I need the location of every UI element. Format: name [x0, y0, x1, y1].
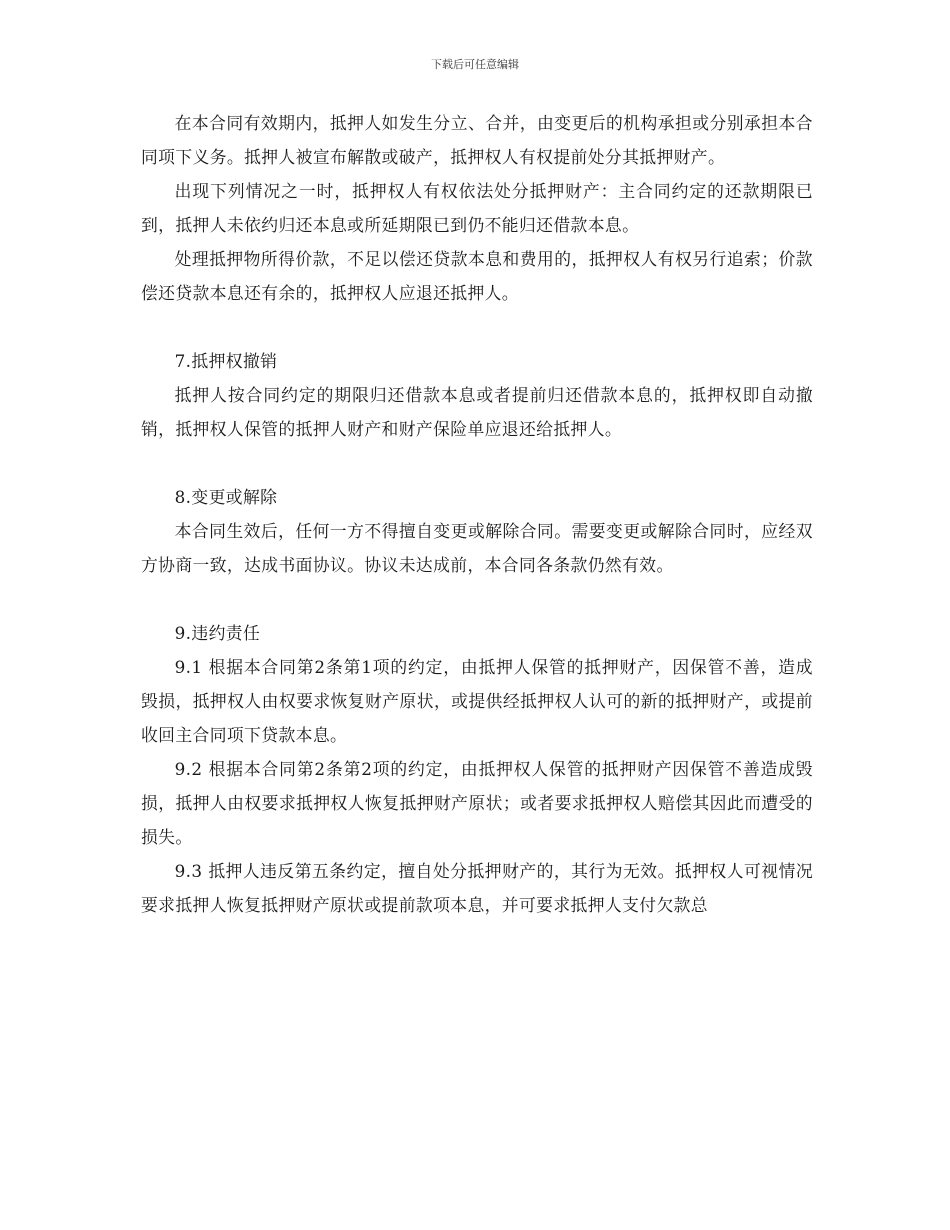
- paragraph-disposal-conditions: 出现下列情况之一时，抵押权人有权依法处分抵押财产：主合同约定的还款期限已到，抵押人未依约归还本息或所延期限已到仍不能归还借款本息。: [141, 181, 813, 235]
- paragraph-mortgage-revocation: 抵押人按合同约定的期限归还借款本息或者提前归还借款本息的，抵押权即自动撤销，抵押权人保管的抵押人财产和财产保险单应退还给抵押人。: [141, 385, 813, 439]
- paragraph-change-termination: 本合同生效后，任何一方不得擅自变更或解除合同。需要变更或解除合同时，应经双方协商一致，达成书面协议。协议未达成前，本合同各条款仍然有效。: [141, 521, 813, 575]
- paragraph-clause-9-2: 9.2 根据本合同第2条第2项的约定，由抵押权人保管的抵押财产因保管不善造成毁损，抵押人由权要求抵押权人恢复抵押财产原状；或者要求抵押权人赔偿其因此而遭受的损失。: [141, 759, 813, 847]
- paragraph-merger-dissolution: 在本合同有效期内，抵押人如发生分立、合并，由变更后的机构承担或分别承担本合同项下义务。抵押人被宣布解散或破产，抵押权人有权提前处分其抵押财产。: [141, 113, 813, 167]
- section-heading-9: 9.违约责任: [174, 623, 261, 643]
- paragraph-clause-9-3: 9.3 抵押人违反第五条约定，擅自处分抵押财产的，其行为无效。抵押权人可视情况要求抵押人恢复抵押财产原状或提前款项本息，并可要求抵押人支付欠款总: [141, 861, 813, 915]
- document-body: [141, 106, 813, 922]
- section-heading-7: 7.抵押权撤销: [174, 351, 278, 371]
- section-heading-8: 8.变更或解除: [174, 487, 278, 507]
- paragraph-clause-9-1: 9.1 根据本合同第2条第1项的约定，由抵押人保管的抵押财产，因保管不善，造成毁损，抵押权人由权要求恢复财产原状，或提供经抵押权人认可的新的抵押财产，或提前收回主合同项下贷款本息。: [141, 657, 813, 745]
- page-header-note: 下载后可任意编辑: [431, 58, 519, 71]
- paragraph-disposal-proceeds: 处理抵押物所得价款，不足以偿还贷款本息和费用的，抵押权人有权另行追索；价款偿还贷款本息还有余的，抵押权人应退还抵押人。: [141, 249, 813, 303]
